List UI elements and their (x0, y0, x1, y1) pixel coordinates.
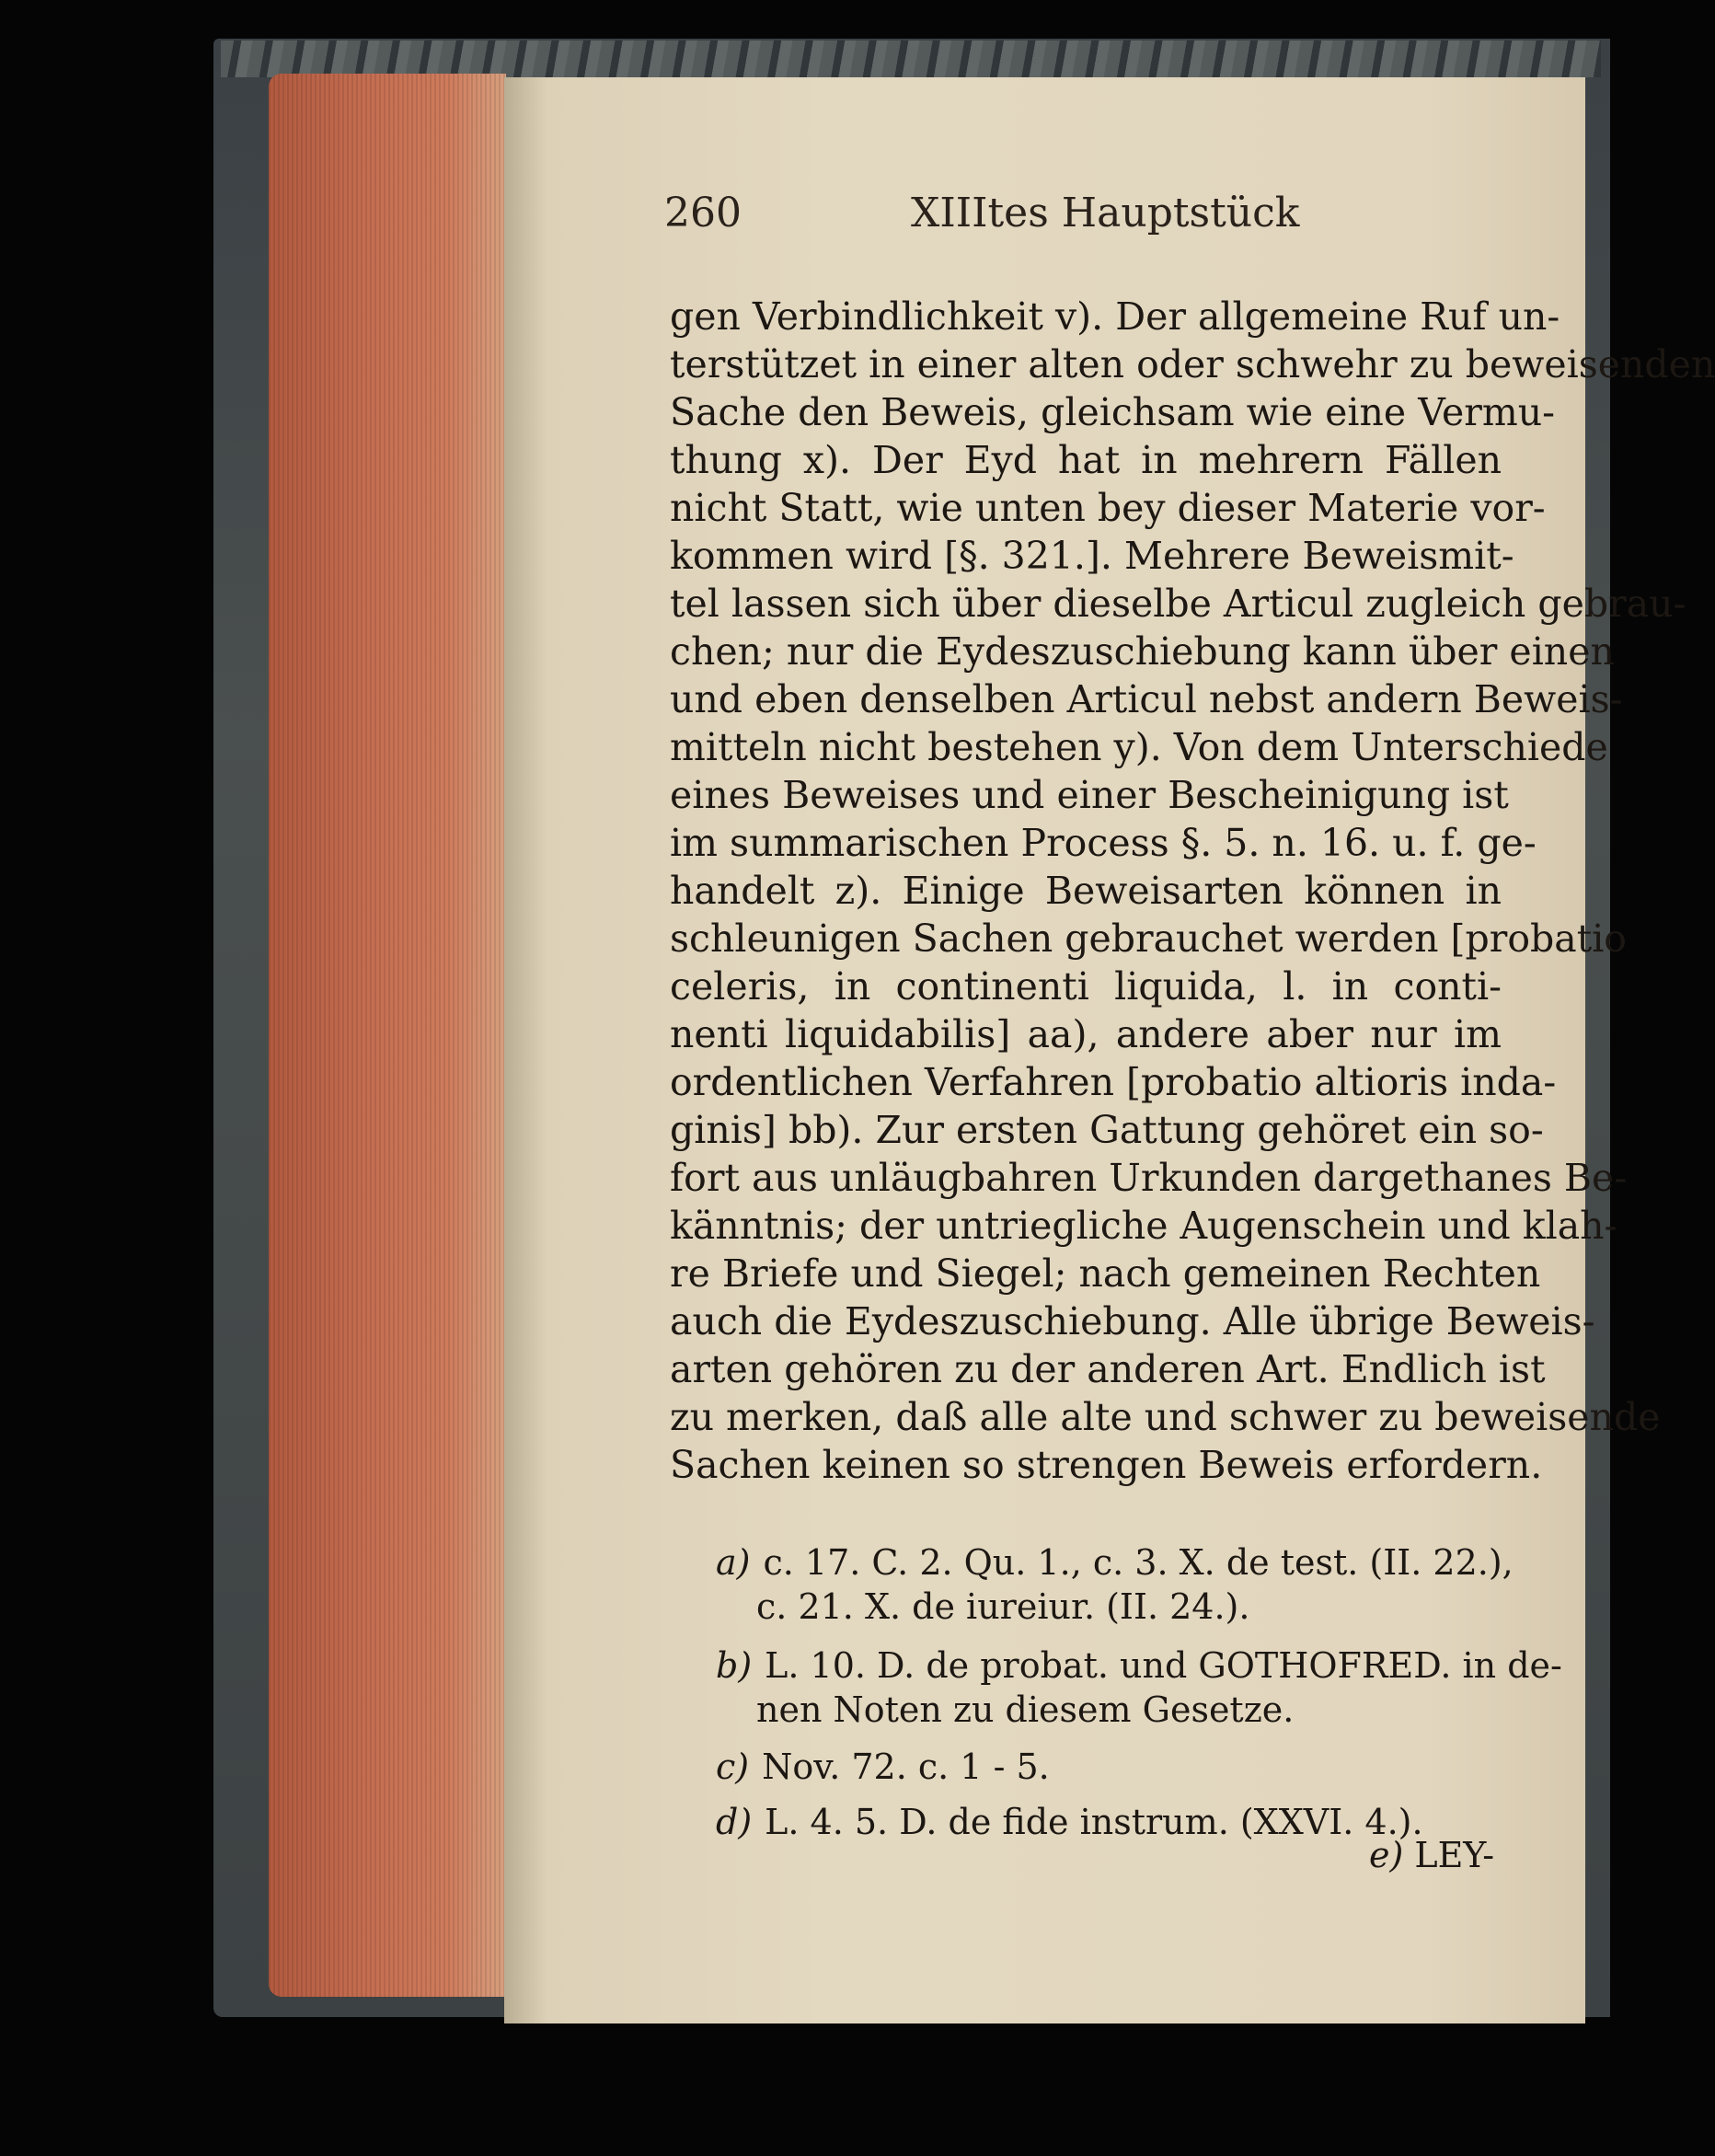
footnote-a (716, 1542, 1514, 1583)
footnote-mark: a) (716, 1542, 751, 1583)
body-line: schleunigen Sachen gebrauchet werden [probatio (670, 917, 1627, 961)
body-line: tel lassen sich über dieselbe Articul zugleich gebrau- (670, 582, 1686, 626)
catchword-text: LEY- (1414, 1835, 1495, 1875)
body-text (670, 293, 1715, 1489)
footnote-mark: b) (716, 1645, 753, 1686)
page-edges (269, 74, 506, 1997)
footnote-b-cont (756, 1689, 1294, 1730)
body-line: nenti liquidabilis] aa), andere aber nur im (670, 1012, 1502, 1056)
footnote-line: Nov. 72. c. 1 - 5. (762, 1747, 1050, 1787)
footnote-line: c. 21. X. de iureiur. (II. 24.). (756, 1586, 1250, 1627)
footnote-line: nen Noten zu diesem Gesetze. (756, 1689, 1295, 1730)
catchword (1369, 1835, 1494, 1875)
page-number: 260 (664, 190, 742, 236)
body-line: thung x). Der Eyd hat in mehrern Fällen (670, 438, 1502, 482)
cover-spine-edge (221, 40, 1601, 77)
body-line: eines Beweises und einer Bescheinigung ist (670, 773, 1509, 817)
body-line: auch die Eydeszuschiebung. Alle übrige Beweis- (670, 1299, 1595, 1343)
body-line: fort aus unläugbahren Urkunden dargethanes Be- (670, 1156, 1628, 1200)
body-line: chen; nur die Eydeszuschiebung kann über einen (670, 629, 1615, 674)
body-line: Sache den Beweis, gleichsam wie eine Vermu- (670, 390, 1556, 434)
footnote-mark: c) (716, 1747, 750, 1787)
body-line: celeris, in continenti liquida, l. in conti- (670, 964, 1502, 1009)
body-line: ordentlichen Verfahren [probatio altioris inda- (670, 1060, 1557, 1104)
footnote-line: L. 10. D. de probat. und GOTHOFRED. in de- (765, 1645, 1562, 1686)
body-line: gen Verbindlichkeit v). Der allgemeine Ruf un- (670, 294, 1560, 339)
body-line: Sachen keinen so strengen Beweis erfordern. (670, 1443, 1543, 1487)
body-line: zu merken, daß alle alte und schwer zu beweisende (670, 1395, 1661, 1439)
footnote-line: L. 4. 5. D. de fide instrum. (XXVI. 4.). (765, 1802, 1423, 1842)
body-line: re Briefe und Siegel; nach gemeinen Rechten (670, 1251, 1541, 1296)
footnote-d (716, 1802, 1423, 1842)
body-line: nicht Statt, wie unten bey dieser Materie vor- (670, 486, 1546, 530)
body-line: ginis] bb). Zur ersten Gattung gehöret ein so- (670, 1108, 1544, 1152)
page-header (664, 190, 1437, 245)
footnote-mark: d) (716, 1802, 753, 1842)
catchword-mark: e) (1369, 1835, 1404, 1875)
body-line: handelt z). Einige Beweisarten können in (670, 869, 1502, 913)
body-line: und eben denselben Articul nebst andern Beweis- (670, 677, 1623, 721)
body-line: im summarischen Process §. 5. n. 16. u. f. ge- (670, 821, 1537, 865)
body-line: arten gehören zu der anderen Art. Endlich ist (670, 1347, 1546, 1391)
body-line: kommen wird [§. 321.]. Mehrere Beweismit- (670, 534, 1514, 578)
footnote-a-cont (756, 1586, 1249, 1627)
body-line: känntnis; der untriegliche Augenschein und klah- (670, 1204, 1617, 1248)
footnote-b (716, 1645, 1562, 1686)
body-line: mitteln nicht bestehen y). Von dem Unterschiede (670, 725, 1608, 769)
footnote-line: c. 17. C. 2. Qu. 1., c. 3. X. de test. (II. 22.), (763, 1542, 1514, 1583)
body-line: terstützet in einer alten oder schwehr zu beweisenden (670, 342, 1715, 386)
footnote-c (716, 1747, 1050, 1787)
running-title: XIIItes Hauptstück (911, 190, 1300, 236)
